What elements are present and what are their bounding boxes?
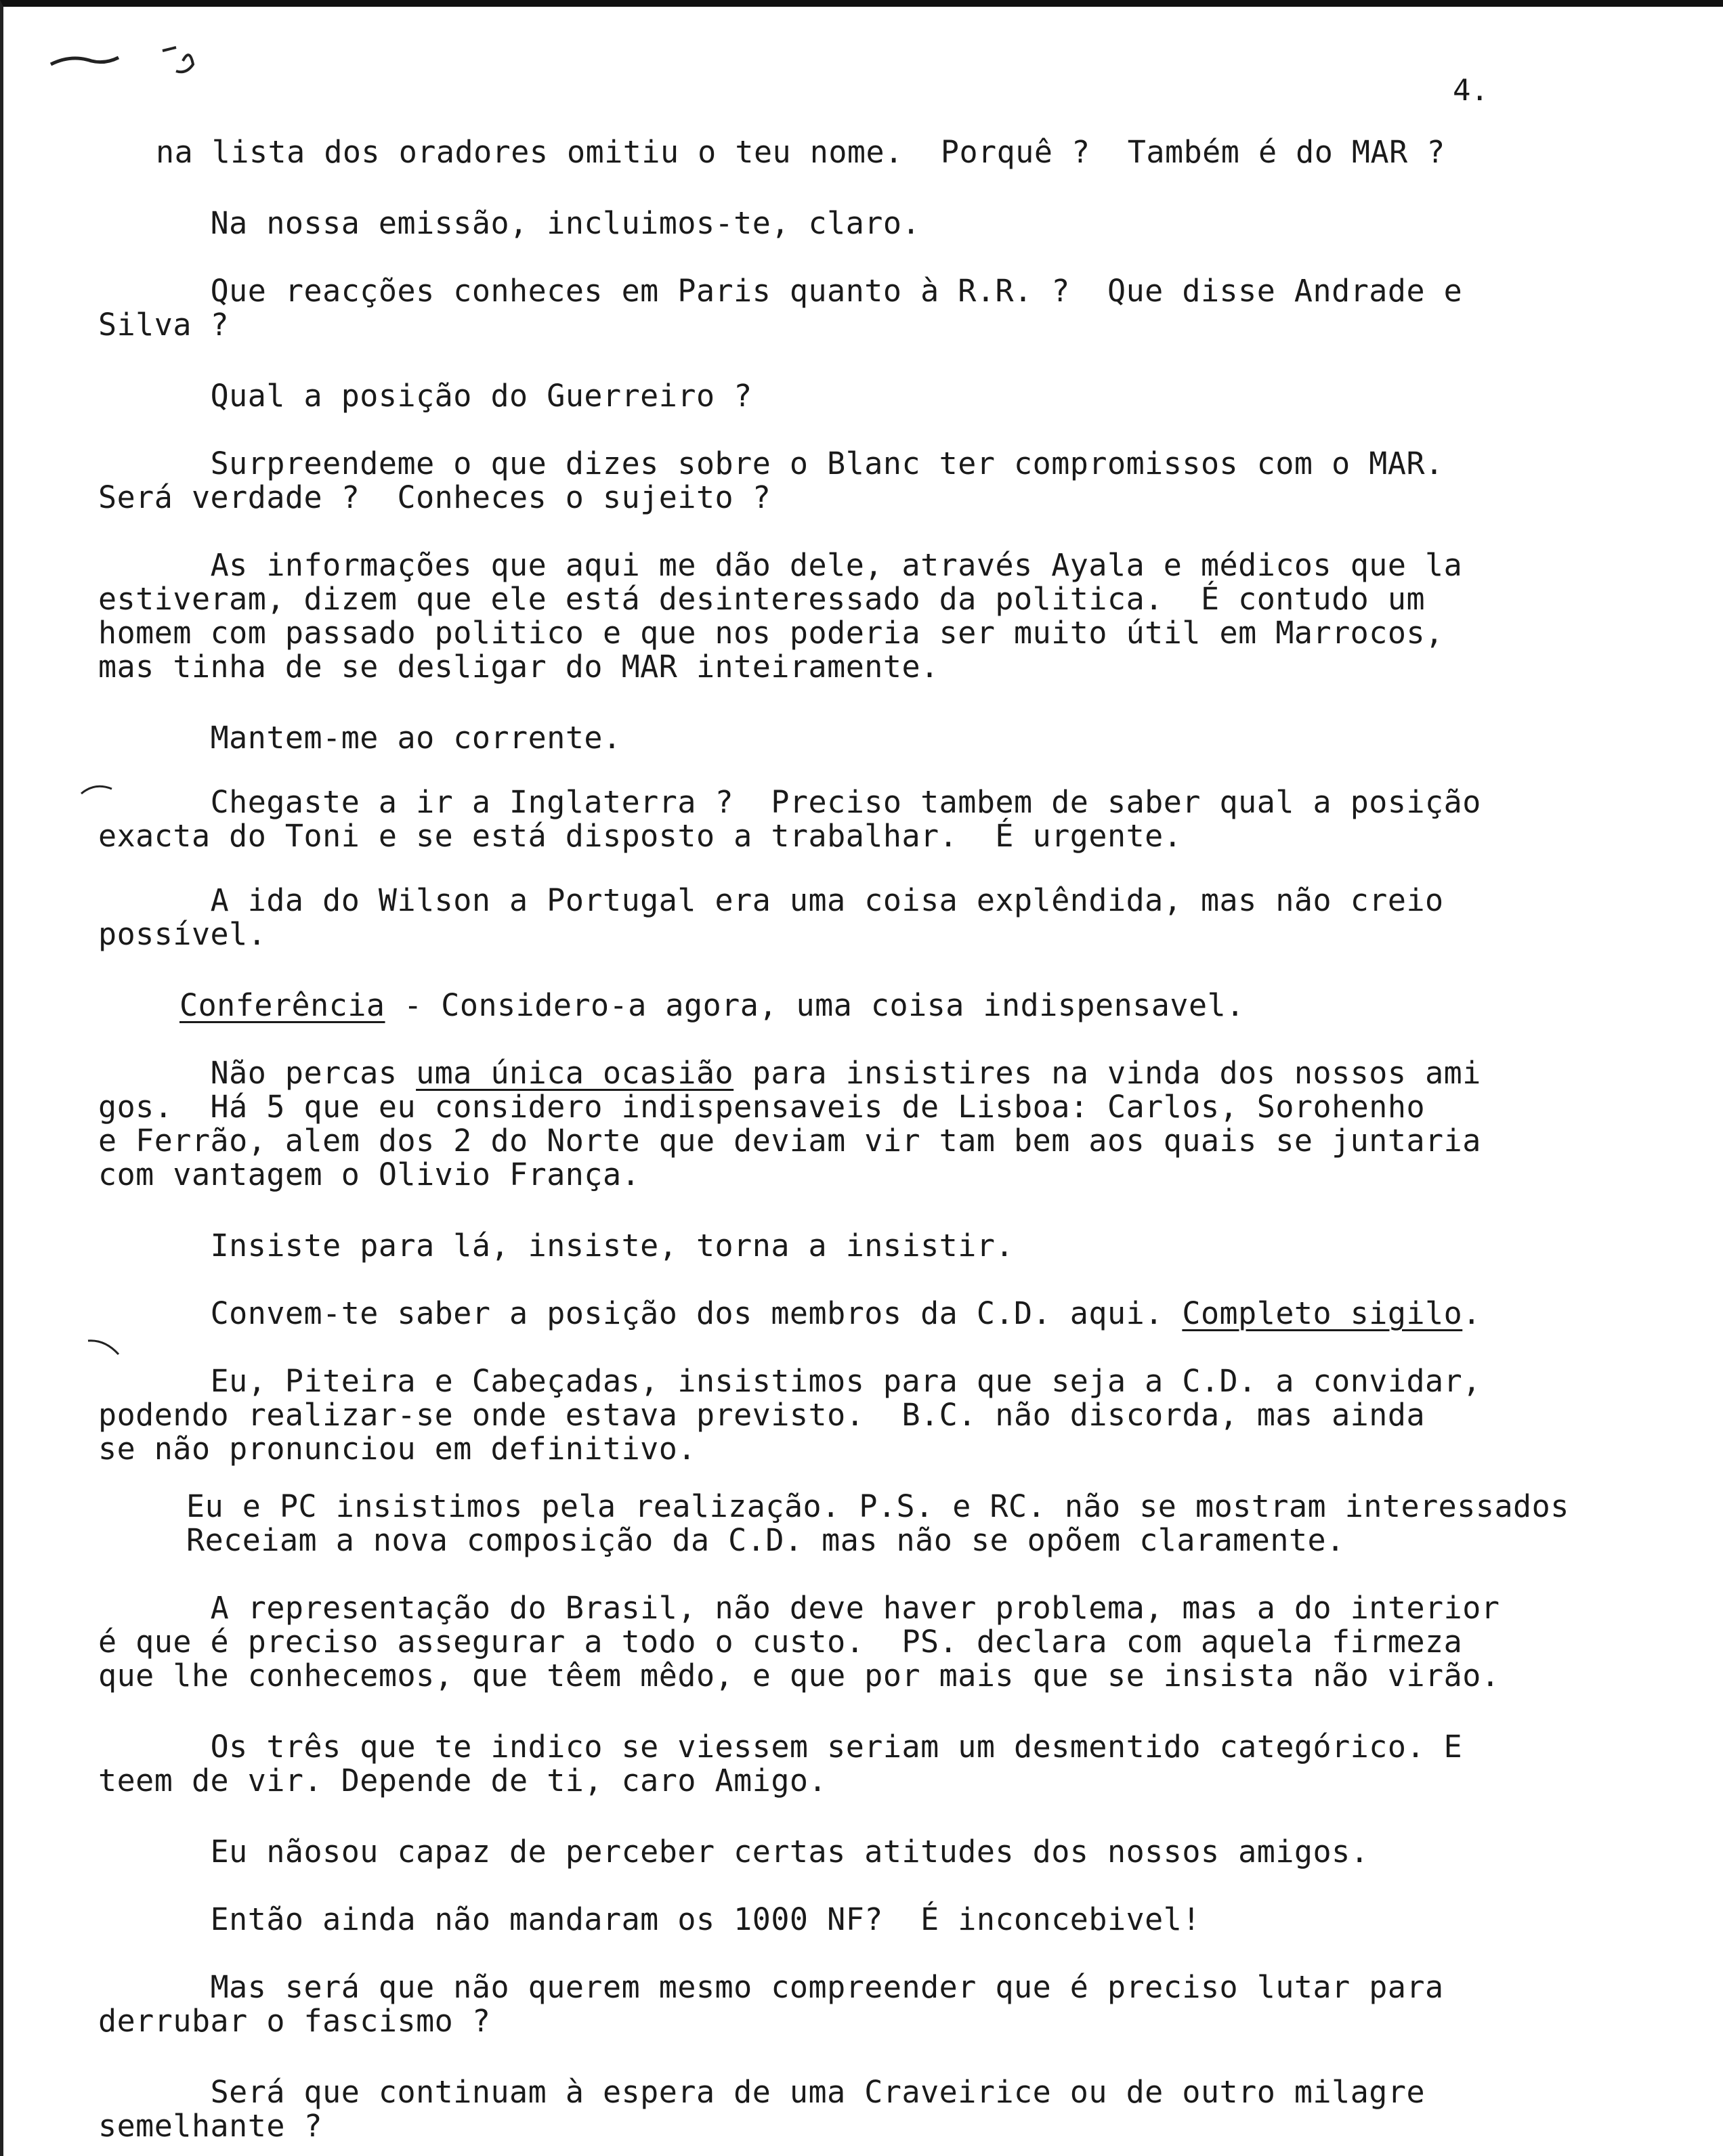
paragraph-16: A representação do Brasil, não deve haver problema, mas a do interior é que é preciso assegurar a todo o custo. PS. declara com aquela firmeza que lhe conhecemos, que têem mêdo, e que por mais que se insista não virão. [98, 1590, 1500, 1694]
paragraph-18: Eu nãosou capaz de perceber certas atitudes dos nossos amigos. [98, 1834, 1369, 1870]
paragraph-12: Insiste para lá, insiste, torna a insistir. [98, 1228, 1015, 1264]
paragraph-prefix: Convem-te saber a posição dos membros da C.D. aqui. [98, 1295, 1183, 1331]
paragraph-17: Os três que te indico se viessem seriam um desmentido categórico. E teem de vir. Depende de ti, caro Amigo. [98, 1729, 1463, 1798]
paragraph-1: na lista dos oradores omitiu o teu nome. Porquê ? Também é do MAR ? [156, 134, 1445, 170]
paragraph-text: . [1462, 1295, 1481, 1331]
paragraph-19: Então ainda não mandaram os 1000 NF? É inconcebivel! [98, 1901, 1201, 1937]
paragraph-15: Eu e PC insistimos pela realização. P.S. e RC. não se mostram interessados Receiam a nova composição da C.D. mas não se opõem claramente. [186, 1488, 1569, 1558]
margin-mark [85, 1334, 125, 1361]
paragraph-5: Surpreendeme o que dizes sobre o Blanc ter compromissos com o MAR. Será verdade ? Conheces o sujeito ? [98, 446, 1444, 515]
paragraph-10 [179, 989, 1683, 1022]
paragraph-text: - Considero-a agora, uma coisa indispensavel. [385, 987, 1245, 1023]
handwritten-scribble [44, 34, 207, 88]
paragraph-13 [98, 1297, 1602, 1331]
paragraph-8: Chegaste a ir a Inglaterra ? Preciso tambem de saber qual a posição exacta do Toni e se está disposto a trabalhar. É urgente. [98, 784, 1481, 854]
paragraph-14: Eu, Piteira e Cabeçadas, insistimos para que seja a C.D. a convidar, podendo realizar-se onde estava previsto. B.C. não discorda, mas ainda se não pronunciou em definitivo. [98, 1363, 1481, 1467]
paragraph-2: Na nossa emissão, incluimos-te, claro. [98, 205, 921, 241]
paragraph-20: Mas será que não querem mesmo compreender que é preciso lutar para derrubar o fascismo ? [98, 1969, 1444, 2039]
page-number: 4. [1453, 73, 1489, 108]
underlined-phrase: Completo sigilo [1182, 1295, 1463, 1331]
paragraph-21: Será que continuam à espera de uma Craveirice ou de outro milagre semelhante ? [98, 2074, 1426, 2144]
paragraph-11 [98, 1056, 1602, 1192]
paragraph-6: As informações que aqui me dão dele, através Ayala e médicos que la estiveram, dizem que ele está desinteressado da politica. É contudo um homem com passado politico e que nos poderia ser muito útil em Marrocos, mas tinha de se desligar do MAR inteiramente. [98, 547, 1463, 685]
paragraph-3: Que reacções conheces em Paris quanto à R.R. ? Que disse Andrade e Silva ? [98, 273, 1463, 343]
paragraph-9: A ida do Wilson a Portugal era uma coisa explêndida, mas não creio possível. [98, 882, 1444, 952]
underlined-phrase: uma única ocasião [416, 1055, 734, 1091]
underlined-phrase: Conferência [179, 987, 385, 1023]
paragraph-7: Mantem-me ao corrente. [98, 720, 622, 756]
paragraph-4: Qual a posição do Guerreiro ? [98, 378, 752, 414]
paragraph-text: para insistires na vinda dos nossos ami gos. Há 5 que eu considero indispensaveis de Lisboa: Carlos, Sorohenho e Ferrão, alem dos 2 do Norte que deviam vir tam bem aos quais se juntaria com vantagem o Olivio França. [98, 1055, 1481, 1192]
paragraph-prefix: Não percas [98, 1055, 417, 1091]
